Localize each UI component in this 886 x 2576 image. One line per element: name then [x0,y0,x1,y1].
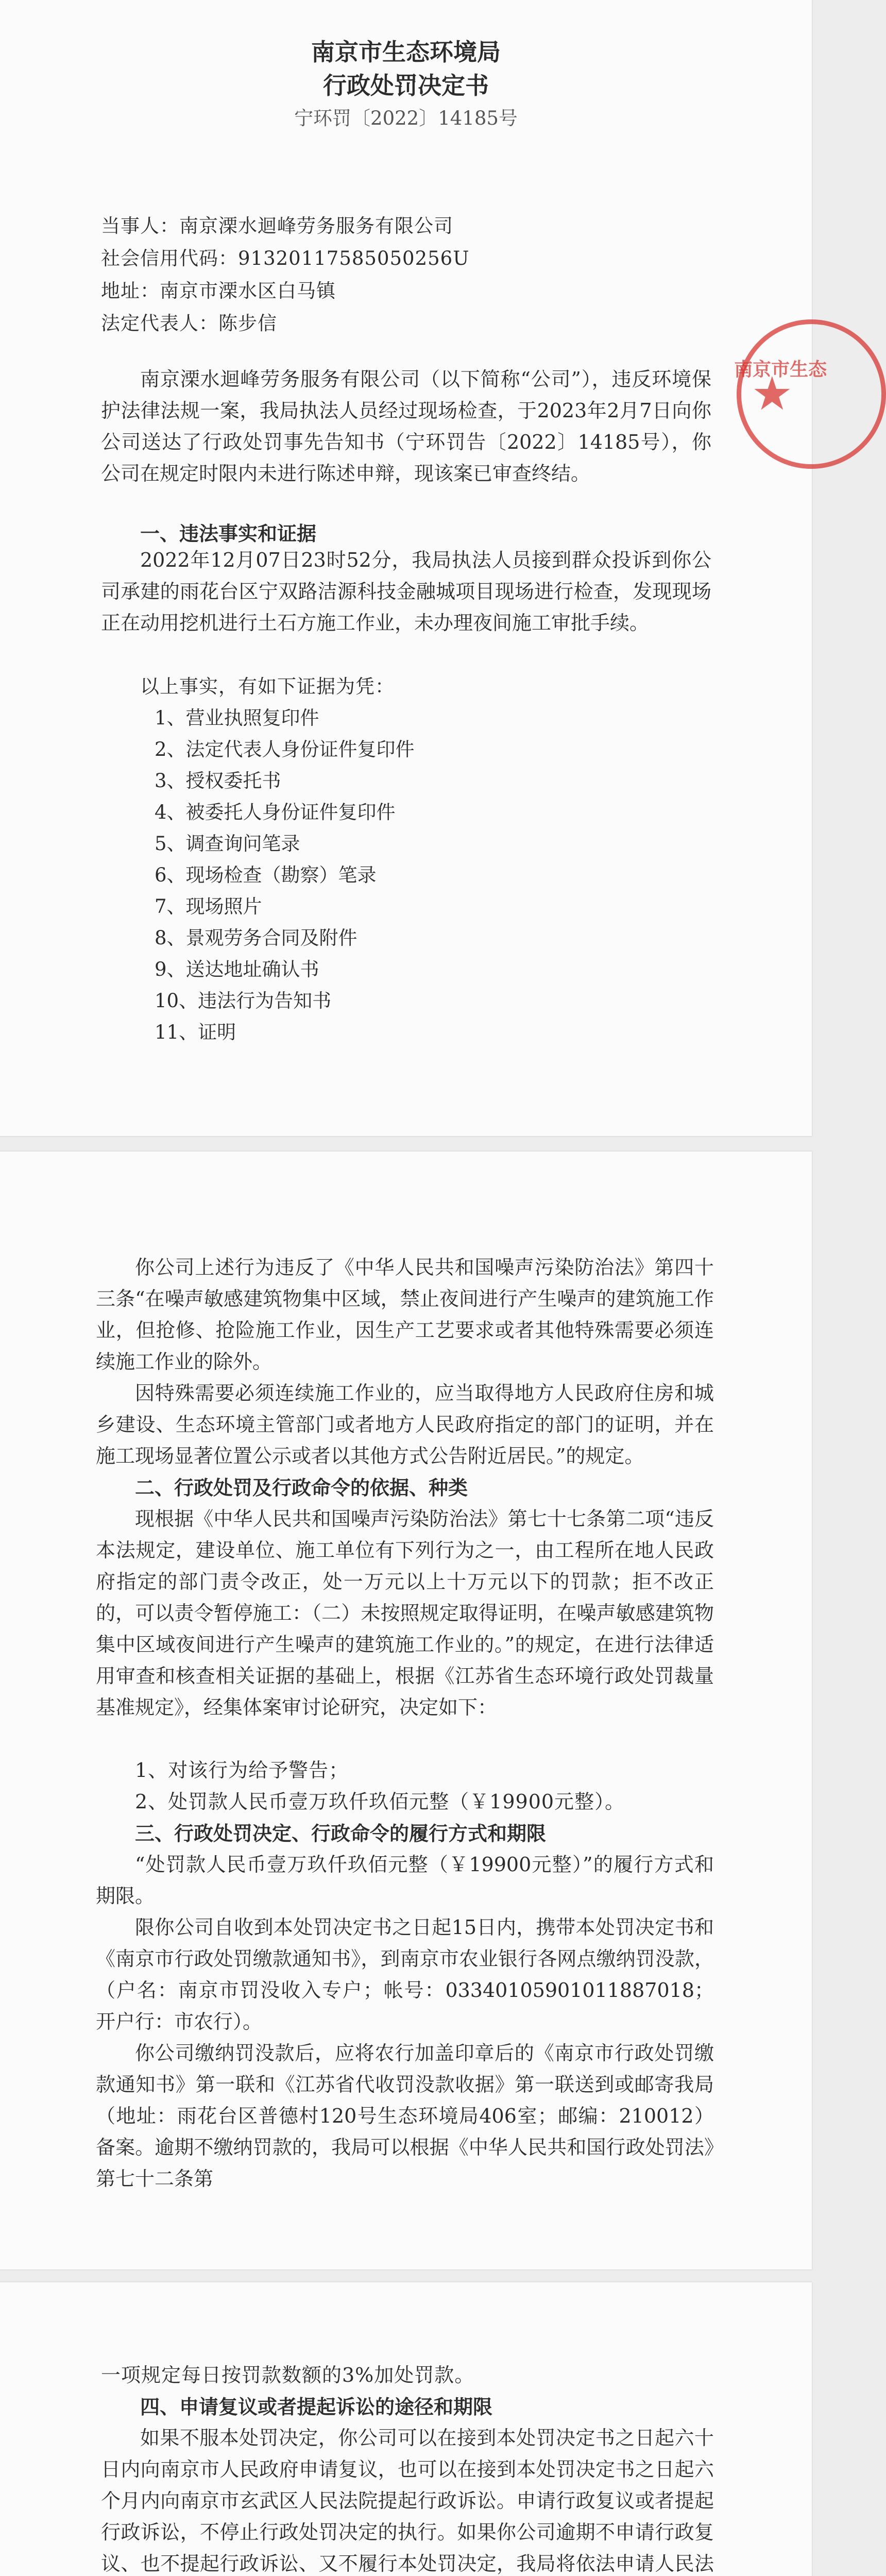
document-number: 宁环罚〔2022〕14185号 [294,107,518,129]
page-2 [0,1151,812,2269]
list-item: 8、景观劳务合同及附件 [155,927,357,949]
section-3-heading: 三、行政处罚决定、行政命令的履行方式和期限 [135,1822,547,1845]
evidence-list [155,702,415,1048]
list-item: 7、现场照片 [155,895,262,918]
list-item: 4、被委托人身份证件复印件 [155,801,396,823]
star-icon: ★ [751,367,793,421]
credit-code: 社会信用代码：91320117585050256U [101,247,470,269]
section-4-heading: 四、申请复议或者提起诉讼的途径和期限 [140,2395,493,2418]
exception-paragraph: 因特殊需要必须连续施工作业的，应当取得地方人民政府住房和城乡建设、生态环境主管部门或者地方人民政府指定的部门的证明，并在施工现场显著位置公示或者以其他方式公告附近居民。”的规定。 [96,1382,714,1467]
list-item: 2、法定代表人身份证件复印件 [155,738,415,760]
legal-basis-paragraph: 现根据《中华人民共和国噪声污染防治法》第七十七条第二项“违反本法规定，建设单位、施工单位有下列行为之一，由工程所在地人民政府指定的部门责令改正，处一万元以上十万元以下的罚款；拒不改正的，可以责令暂停施工：（二）未按照规定取得证明，在噪声敏感建筑物集中区域夜间进行产生噪声的建筑施工作业的。”的规定，在进行法律适用审查和核查相关证据的基础上，根据《江苏省生态环境行政处罚裁量基准规定》，经集体案审讨论研究，决定如下： [96,1507,714,1719]
page-1 [0,0,827,1136]
list-item: 5、调查询问笔录 [155,833,300,855]
section-1-heading: 一、违法事实和证据 [140,522,317,545]
receipt-paragraph: 你公司缴纳罚没款后，应将农行加盖印章后的《南京市行政处罚缴款通知书》第一联和《江苏省代收罚没款收据》第一联送到或邮寄我局（地址：雨花台区普德村120号生态环境局406室；邮编：210012）备案。逾期不缴纳罚款的，我局可以根据《中华人民共和国行政处罚法》第七十二条第 [96,2042,714,2190]
official-seal [734,319,886,469]
list-item: 11、证明 [155,1021,236,1043]
penalty-continuation: 一项规定每日按罚款数额的3%加处罚款。 [101,2364,475,2386]
list-item: 9、送达地址确认书 [155,958,319,980]
document-type-title: 行政处罚决定书 [323,72,489,99]
violation-paragraph: 你公司上述行为违反了《中华人民共和国噪声污染防治法》第四十三条“在噪声敏感建筑物集中区域，禁止夜间进行产生噪声的建筑施工作业，但抢修、抢险施工作业，因生产工艺要求或者其他特殊需要必须连续施工作业的除外。 [96,1256,714,1373]
facts-paragraph: 2022年12月07日23时52分，我局执法人员接到群众投诉到你公司承建的雨花台区宁双路洁源科技金融城项目现场进行检查，发现现场正在动用挖机进行土石方施工作业，未办理夜间施工审批手续。 [101,549,711,634]
seal-text: 南京市生态 [734,358,827,380]
list-item: 1、营业执照复印件 [155,707,319,729]
agency-title: 南京市生态环境局 [311,38,501,66]
page-3 [0,2282,812,2576]
appeal-paragraph: 如果不服本处罚决定，你公司可以在接到本处罚决定书之日起六十日内向南京市人民政府申请复议，也可以在接到本处罚决定书之日起六个月内向南京市玄武区人民法院提起行政诉讼。申请行政复议或者提起行政诉讼，不停止行政处罚决定的执行。如果你公司逾期不申请行政复议、也不提起行政诉讼、又不履行本处罚决定，我局将依法申请人民法 [101,2427,714,2575]
evidence-intro: 以上事实，有如下证据为凭： [140,675,395,698]
decision-warning: 1、对该行为给予警告； [135,1759,349,1782]
legal-representative: 法定代表人：陈步信 [101,312,277,334]
list-item: 10、违法行为告知书 [155,990,332,1012]
party-name: 当事人：南京溧水迴峰劳务服务有限公司 [101,215,453,237]
list-item: 3、授权委托书 [155,770,281,792]
decision-fine: 2、处罚款人民币壹万玖仟玖佰元整（￥19900元整）。 [135,1790,625,1813]
payment-paragraph: 限你公司自收到本处罚决定书之日起15日内，携带本处罚决定书和《南京市行政处罚缴款通知书》，到南京市农业银行各网点缴纳罚没款，（户名：南京市罚没收入专户；帐号：03340105901011887018；开户行：市农行）。 [96,1916,714,2033]
list-item: 6、现场检查（勘察）笔录 [155,864,377,886]
section-2-heading: 二、行政处罚及行政命令的依据、种类 [135,1476,468,1499]
intro-paragraph: 南京溧水迴峰劳务服务有限公司（以下简称“公司”），违反环境保护法律法规一案，我局执法人员经过现场检查，于2023年2月7日向你公司送达了行政处罚事先告知书（宁环罚告〔2022〕14185号），你公司在规定时限内未进行陈述申辩，现该案已审查终结。 [101,368,711,485]
party-address: 地址：南京市溧水区白马镇 [101,280,336,302]
fine-method-paragraph: “处罚款人民币壹万玖仟玖佰元整（￥19900元整）”的履行方式和期限。 [96,1853,714,1907]
